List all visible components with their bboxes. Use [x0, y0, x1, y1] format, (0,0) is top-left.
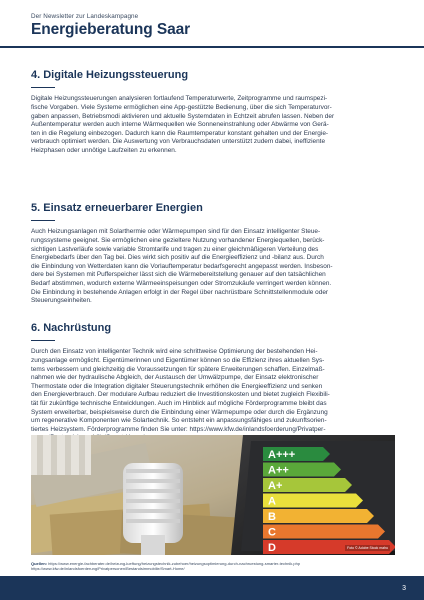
energy-class-label: A+ [268, 480, 283, 492]
energy-class-label: A+++ [268, 449, 296, 461]
page-number: 3 [402, 585, 406, 592]
newsletter-kicker: Der Newsletter zur Landeskampagne [31, 13, 139, 20]
section-body: Durch den Einsatz von intelligenter Technik wird eine schrittweise Optimierung der bestehenden Hei- zungsanlage ermöglicht. Eigentümerinnen und Eigentümer können so die Effizienz ihres aktuellen Sys- tems verbessern und gleichzeitig die Voraussetzungen für spätere Erweiterungen schaffen. Einzelmaß- nahmen wie der hydraulische Abgleich, der Austausch der Umwälzpumpe, der Einsatz elektronischer Thermostate oder die Integration digitaler Steuerungstechnik erhöhen die Energieeffizienz und senken den Energieverbrauch. Der modulare Aufbau reduziert die Investitionskosten und bietet zugleich Flexibili- tät für zukünftige technische Entwicklungen. Auch im Hinblick auf mögliche Förderprogramme bleibt das System erweiterbar, beispielsweise durch die Einbindung einer Wärmepumpe oder durch die Ergänzung um regenerative Komponenten wie Solartechnik. So entsteht ein anpassungsfähiges und zukunftsorien- tiertes Heizsystem. Förderprogramme finden Sie unter: https://www.kfw.de/inlandsfoerderung/Privatper- [31, 348, 330, 433]
heading-underline [31, 340, 55, 341]
section-heading: 6. Nachrüstung [31, 322, 112, 334]
energy-class-label: B [268, 511, 276, 523]
section-erneuerbare-energien [31, 202, 392, 306]
energy-class-label: A [268, 495, 276, 508]
energy-class-arrow [263, 494, 363, 508]
section-heading: 4. Digitale Heizungssteuerung [31, 69, 189, 81]
energy-class-arrow [263, 509, 374, 523]
heading-underline [31, 87, 55, 88]
radiator [31, 435, 91, 475]
header-divider [0, 46, 424, 48]
heading-underline [31, 220, 55, 221]
photo-illustration [31, 435, 395, 555]
energy-class-arrow [263, 525, 385, 539]
section-digitale-heizungssteuerung [31, 69, 392, 156]
section-body: Auch Heizungsanlagen mit Solarthermie oder Wärmepumpen sind für den Einsatz intelligenter Steue- rungssysteme geeignet. Sie ermöglichen eine gezieltere Nutzung vorhandener Energiequellen, berück- sichtigen Lastverläufe sowie variable Stromtarife und tragen zu einer gleichmäßigeren Verteilung des Energiebedarfs über den Tag bei. Dies wirkt sich positiv auf die Energieeffizienz und -bilanz aus. Durch die Einbindung von Wetterdaten kann die Vorlauftemperatur bedarfsgerecht angepasst werden. Insbeson- dere bei Systemen mit Pufferspeicher lässt sich die Wärmebereitstellung genauer auf den tatsächlichen Bedarf abstimmen, wodurch externe Wärmeeinspeisungen oder Stromzukäufe verringert werden können. Die Einbindung in bestehende Anlagen erfolgt in der Regel über nachrüstbare Schnittstellenmodule oder Steuerungseinheiten. [31, 228, 333, 305]
energy-label-tablet [231, 435, 395, 555]
source-link-2[interactable]: https://www.kfw.de/inlandsfoerderung/Privatpersonen/Bestandsimmobilie/Smart-Home/ [31, 566, 185, 572]
energy-class-label: A++ [268, 464, 289, 477]
sources-label: Quellen: [31, 561, 48, 566]
newsletter-header [31, 13, 401, 39]
thermostat-knob [123, 463, 183, 555]
section-heading: 5. Einsatz erneuerbarer Energien [31, 202, 203, 214]
footer-bar [0, 576, 424, 600]
sources-block [31, 561, 401, 572]
thermostat-energy-photo [31, 435, 395, 555]
photo-credit: Foto © Adobe Stock mahu [347, 546, 388, 550]
newsletter-title: Energieberatung Saar [31, 21, 191, 38]
energy-class-label: C [268, 526, 276, 539]
energy-class-label: D [268, 542, 276, 554]
section-nachruestung [31, 322, 392, 443]
source-link-1[interactable]: https://www.energie-fachberater.de/heizung-lueftung/heizungstechnik-zubehoer/heizungsoptimierung-durch-nachruestung-smarter-technik.php [48, 561, 301, 566]
section-body: Digitale Heizungssteuerungen analysieren fortlaufend Temperaturwerte, Zeitprogramme und raumspezi- fische Vorgaben. Viele Systeme ermöglichen eine App-gestützte Bedienung, über die sich Temperaturvor- gaben anpassen, Betriebsmodi aktivieren und aktuelle Systemdaten in Echtzeit abrufen lassen. Neben der Außentemperatur werden auch interne Wärmequellen wie Sonneneinstrahlung oder Abwärme von Gerä- ten in die Regelung einbezogen. Dadurch kann die Raumtemperatur konstant gehalten und der Energie- verbrauch optimiert werden. Die Auswertung von Verbrauchsdaten unterstützt zudem dabei, ineffiziente Heizphasen oder unnötige Laufzeiten zu erkennen. [31, 95, 335, 154]
